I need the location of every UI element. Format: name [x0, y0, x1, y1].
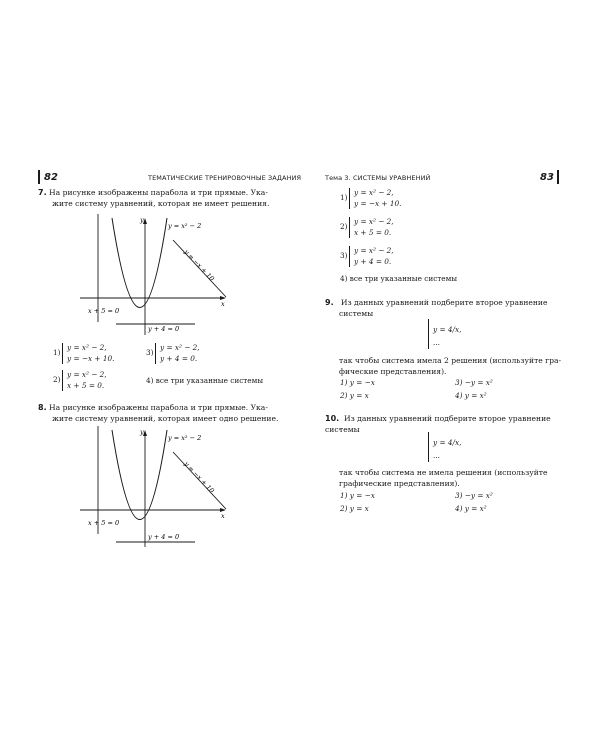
option-eq-a: y = x² − 2, [354, 188, 394, 197]
option-eq-a: y = x² − 2, [67, 343, 107, 352]
task9-system [420, 318, 480, 352]
option-eq-b: y + 4 = 0. [160, 354, 198, 363]
task10-number: 10. [325, 414, 340, 423]
brace [428, 319, 431, 349]
task7-number: 7. [38, 188, 47, 197]
task10-option-3[interactable]: 3) −y = x² [455, 491, 493, 500]
header-left-rule [38, 170, 40, 184]
axis-label-x: x [221, 300, 225, 308]
option-eq-b: y + 4 = 0. [354, 257, 392, 266]
task8-option-4[interactable]: 4) все три указанные системы [340, 274, 458, 283]
task8-number: 8. [38, 403, 47, 412]
task8-graph [80, 424, 230, 552]
task10-option-1[interactable]: 1) y = −x [340, 491, 375, 500]
task9-option-1[interactable]: 1) y = −x [340, 378, 375, 387]
system-eq-b: ... [433, 338, 440, 347]
brace [62, 343, 65, 364]
task9-option-4[interactable]: 4) y = x² [455, 391, 487, 400]
axis-label-x: x [221, 512, 225, 520]
label-x-plus-5: x + 5 = 0 [88, 519, 120, 527]
option-eq-a: y = x² − 2, [354, 246, 394, 255]
task7-option-2[interactable] [53, 369, 153, 393]
system-eq-a: y = 4/x, [433, 325, 462, 334]
option-number: 1) [340, 193, 348, 202]
task9-text [325, 298, 565, 309]
option-eq-b: x + 5 = 0. [354, 228, 392, 237]
option-eq-b: x + 5 = 0. [67, 381, 105, 390]
task7-graph [80, 212, 230, 340]
task9-option-2[interactable]: 2) y = x [340, 391, 369, 400]
task9-line4: фические представления). [339, 367, 447, 376]
task8-option-2[interactable] [340, 216, 450, 240]
task10-line3: так чтобы система не имела решения (используйте [339, 468, 548, 477]
task9-option-3[interactable]: 3) −y = x² [455, 378, 493, 387]
brace [62, 370, 65, 391]
option-number: 2) [340, 222, 348, 231]
task10-option-4[interactable]: 4) y = x² [455, 504, 487, 513]
label-y-plus-4: y + 4 = 0 [148, 325, 180, 333]
task10-line4: графические представления). [339, 479, 460, 488]
page-number-left: 82 [44, 172, 58, 183]
option-eq-b: y = −x + 10. [67, 354, 115, 363]
task9-number: 9. [325, 298, 334, 307]
system-eq-a: y = 4/x, [433, 438, 462, 447]
option-eq-a: y = x² − 2, [160, 343, 200, 352]
label-parabola: y = x² − 2 [168, 434, 202, 442]
axis-label-y: y [140, 428, 144, 436]
task9-line1: Из данных уравнений подберите второе уравнение [340, 298, 548, 307]
option-number: 3) [146, 348, 154, 357]
option-eq-a: y = x² − 2, [354, 217, 394, 226]
task8-option-3[interactable] [340, 245, 450, 269]
brace [428, 432, 431, 462]
brace [349, 217, 352, 238]
task9-line2: системы [339, 309, 374, 318]
label-line-minus-x-plus-10: y = −x + 10 [182, 459, 216, 495]
task10-system [420, 431, 480, 465]
parabola-curve [112, 218, 167, 308]
header-left-title: ТЕМАТИЧЕСКИЕ ТРЕНИРОВОЧНЫЕ ЗАДАНИЯ [148, 174, 302, 182]
task10-line2: темы [339, 425, 360, 434]
option-eq-b: y = −x + 10. [354, 199, 402, 208]
task8-line1: На рисунке изображены парабола и три прямые. Ука- [49, 403, 268, 412]
option-eq-a: y = x² − 2, [67, 370, 107, 379]
option-number: 3) [340, 251, 348, 260]
option-number: 2) [53, 375, 61, 384]
option-number: 1) [53, 348, 61, 357]
task8-text [38, 403, 273, 414]
task8-line2: жите систему уравнений, которая имеет одно решение. [52, 414, 279, 423]
task10-option-2[interactable]: 2) y = x [340, 504, 369, 513]
brace [349, 246, 352, 267]
task7-option-1[interactable] [53, 342, 153, 366]
task7-text [38, 188, 273, 199]
task8-option-1[interactable] [340, 187, 450, 211]
header-right-rule [557, 170, 559, 184]
header-right-title: Тема 3. СИСТЕМЫ УРАВНЕНИЙ [325, 174, 431, 182]
task7-option-3[interactable] [146, 342, 246, 366]
parabola-curve [112, 430, 167, 520]
label-x-plus-5: x + 5 = 0 [88, 307, 120, 315]
task7-option-4[interactable]: 4) все три указанные системы [146, 376, 264, 385]
task9-line3: так чтобы система имела 2 решения (используйте гра- [339, 356, 562, 365]
label-y-plus-4: y + 4 = 0 [148, 533, 180, 541]
label-line-minus-x-plus-10: y = −x + 10 [182, 247, 216, 283]
page-number-right: 83 [540, 172, 554, 183]
task7-line1: На рисунке изображены парабола и три прямые. Ука- [49, 188, 268, 197]
system-eq-b: ... [433, 451, 440, 460]
task10-line1: Из данных уравнений подберите второе уравнение сис- [325, 414, 551, 434]
brace [155, 343, 158, 364]
task7-line2: жите систему уравнений, которая не имеет решения. [52, 199, 270, 208]
axis-label-y: y [140, 216, 144, 224]
brace [349, 188, 352, 209]
label-parabola: y = x² − 2 [168, 222, 202, 230]
